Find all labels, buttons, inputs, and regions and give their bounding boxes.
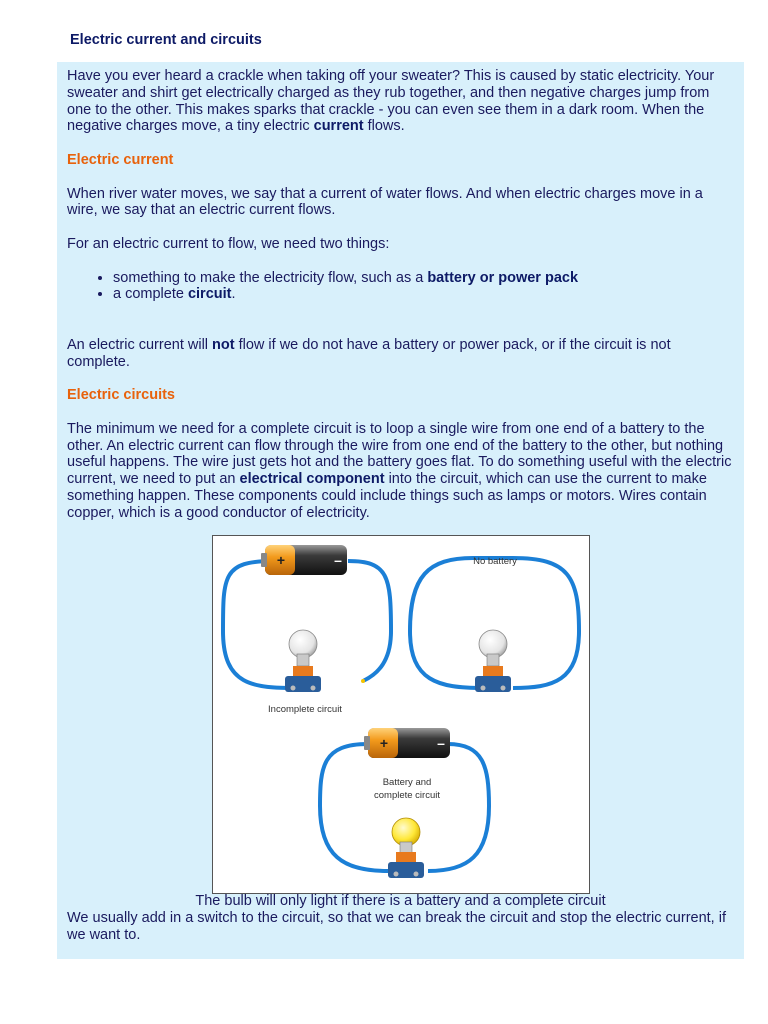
svg-text:–: –: [334, 552, 342, 568]
wire: [348, 561, 391, 681]
label-no-battery: No battery: [473, 556, 517, 567]
circuit-diagram-figure: [212, 535, 590, 894]
page-title: Electric current and circuits: [70, 32, 262, 48]
lamp-off-icon: [475, 630, 511, 692]
wire: [223, 561, 298, 688]
label-complete-circuit: complete circuit: [374, 790, 440, 801]
paragraph: The minimum we need for a complete circuit is to loop a single wire from one end of a battery to the other. An electric current can flow through the wire from one end of the battery to the other, but nothing useful happens. The wire just gets hot and the battery goes flat. To do something useful with the electric current, we need to put an electrical component into the circuit, which can use the current to make something happen. These components could include things such as lamps or motors. Wires contain copper, which is a good conductor of electricity.: [67, 420, 732, 521]
closing-paragraph: We usually add in a switch to the circuit, so that we can break the circuit and stop the electric current, if we want to.: [67, 910, 726, 943]
intro-paragraph: Have you ever heard a crackle when taking off your sweater? This is caused by static electricity. Your sweater and shirt get electrically charged as they rub together, and then negative charges jump from one to the other. This makes sparks that crackle - you can even see them in a dark room. When the negative charges move, a tiny electric current flows.: [67, 68, 715, 135]
circuit-diagram: [213, 536, 589, 893]
figure-caption: The bulb will only light if there is a battery and a complete circuit: [195, 893, 606, 909]
heading-electric-circuits: Electric circuits: [67, 387, 175, 404]
paragraph: For an electric current to flow, we need two things:: [67, 235, 390, 252]
battery-icon: [261, 545, 347, 575]
wire: [428, 744, 489, 871]
paragraph: An electric current will not flow if we do not have a battery or power pack, or if the circuit is not complete.: [67, 336, 671, 370]
wire-end: [361, 679, 365, 683]
list-item: • something to make the electricity flow, such as a battery or power pack: [113, 270, 735, 287]
incomplete-circuit: [223, 545, 391, 715]
wire: [320, 744, 388, 871]
heading-electric-current: Electric current: [67, 151, 174, 168]
list-item: • a complete circuit.: [113, 286, 735, 303]
requirements-list: [67, 270, 735, 304]
article-body: [67, 68, 735, 522]
label-battery-and: Battery and: [382, 777, 432, 788]
lamp-lit-icon: [388, 818, 424, 878]
svg-text:+: +: [276, 552, 286, 568]
no-battery-circuit: [410, 556, 579, 692]
svg-text:–: –: [437, 735, 445, 751]
svg-text:+: +: [379, 735, 389, 751]
battery-icon: [364, 728, 450, 758]
lamp-off-icon: [285, 630, 321, 692]
paragraph: When river water moves, we say that a current of water flows. And when electric charges move in a wire, we say that an electric current flows.: [67, 185, 703, 219]
complete-circuit: [320, 728, 489, 878]
label-incomplete-circuit: Incomplete circuit: [268, 704, 342, 715]
